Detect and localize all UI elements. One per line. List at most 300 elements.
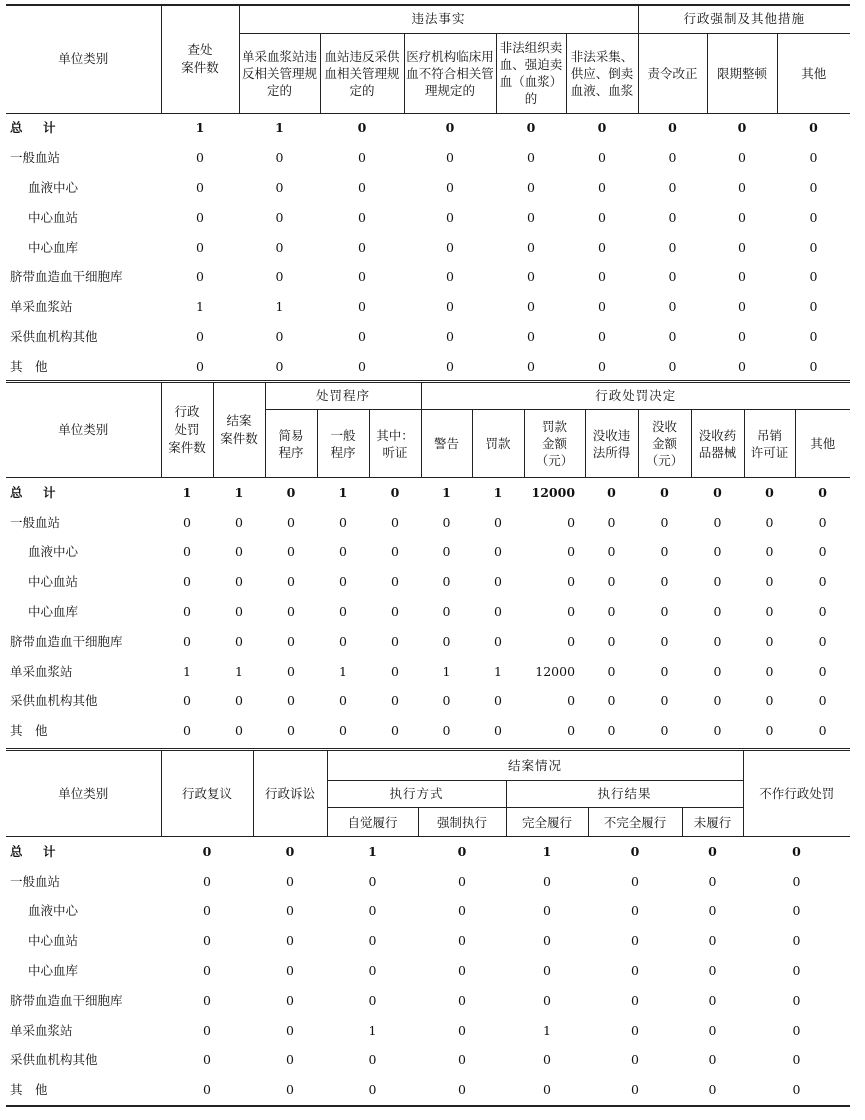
table-cell: 0	[358, 269, 366, 285]
col-header: 简易 程序	[265, 410, 317, 478]
table-cell: 1	[196, 299, 204, 315]
violation-facts-table	[6, 4, 850, 382]
col-header: 没收违 法所得	[585, 410, 638, 478]
table-cell: 0	[809, 239, 818, 255]
table-cell: 0	[543, 903, 551, 919]
table-cell: 0	[203, 933, 211, 949]
row-label: 血液中心	[28, 903, 79, 919]
table-cell: 0	[196, 269, 204, 285]
table-cell: 0	[660, 723, 669, 739]
table-cell: 0	[765, 484, 774, 500]
table-cell: 0	[738, 328, 746, 344]
table-cell: 0	[607, 633, 616, 649]
table-cell: 0	[713, 723, 722, 739]
table-cell: 0	[275, 358, 284, 374]
table-cell: 0	[445, 120, 455, 136]
table-cell: 0	[391, 604, 399, 620]
penalty-decision-table	[6, 380, 850, 746]
col-header: 未履行	[682, 808, 743, 837]
table-cell: 0	[446, 328, 454, 344]
table-cell: 0	[286, 1022, 294, 1038]
col-header: 自觉履行	[327, 808, 418, 837]
table-cell: 0	[668, 328, 677, 344]
table-row	[6, 716, 850, 746]
table-cell: 0	[287, 693, 295, 709]
row-label: 采供血机构其他	[10, 1052, 98, 1068]
table-cell: 0	[818, 484, 827, 500]
table-cell: 0	[196, 179, 204, 195]
table-cell: 0	[275, 269, 284, 285]
table-cell: 0	[183, 723, 191, 739]
table-cell: 0	[339, 693, 347, 709]
table-cell: 1	[442, 663, 451, 679]
table-cell: 0	[668, 358, 677, 374]
table-row	[6, 837, 850, 867]
table-cell: 0	[286, 1082, 294, 1098]
table-cell: 0	[446, 150, 454, 166]
table-cell: 0	[358, 358, 366, 374]
table3-body	[6, 837, 850, 1107]
table-cell: 0	[458, 903, 466, 919]
table-cell: 0	[286, 873, 294, 889]
measures-group-header: 行政强制及其他措施	[638, 5, 850, 33]
table-cell: 0	[567, 633, 576, 649]
table-cell: 0	[446, 179, 454, 195]
table-cell: 0	[765, 514, 774, 530]
table-cell: 0	[275, 150, 284, 166]
table-cell: 0	[668, 269, 677, 285]
table-cell: 1	[235, 663, 243, 679]
table-cell: 0	[358, 209, 366, 225]
table-cell: 0	[390, 484, 400, 500]
table-cell: 0	[527, 299, 535, 315]
unit-type-header: 单位类别	[6, 5, 161, 113]
table-cell: 0	[708, 933, 717, 949]
decision-group-header: 行政处罚决定	[421, 382, 850, 410]
table-cell: 0	[631, 992, 639, 1008]
row-label: 中心血库	[28, 239, 79, 255]
table-cell: 1	[183, 663, 191, 679]
table-cell: 0	[631, 873, 639, 889]
table-cell: 0	[809, 209, 818, 225]
row-label: 中心血站	[28, 574, 79, 590]
col-header: 不完全履行	[588, 808, 682, 837]
table-cell: 12000	[535, 663, 576, 679]
table-cell: 1	[494, 663, 502, 679]
case-closure-table	[6, 748, 850, 1107]
table-cell: 0	[391, 663, 399, 679]
table-cell: 0	[660, 484, 669, 500]
table-cell: 0	[660, 544, 669, 560]
col-header: 没收 金额 （元）	[638, 410, 691, 478]
table-cell: 0	[630, 843, 640, 859]
table-cell: 0	[809, 150, 818, 166]
table-cell: 0	[527, 209, 535, 225]
table-cell: 0	[183, 693, 191, 709]
table-row	[6, 143, 850, 173]
table-row	[6, 173, 850, 203]
table-cell: 0	[183, 514, 191, 530]
table-cell: 1	[234, 484, 244, 500]
table-cell: 0	[792, 1082, 801, 1098]
table-cell: 0	[631, 933, 639, 949]
col-header: 罚款	[472, 410, 524, 478]
table-cell: 0	[457, 843, 467, 859]
row-label: 血液中心	[28, 544, 79, 560]
row-label: 中心血站	[28, 209, 79, 225]
col-header: 血站违反采供血相关管理规定的	[320, 33, 404, 113]
row-label: 脐带血造血干细胞库	[10, 633, 123, 649]
table-cell: 0	[391, 574, 399, 590]
table-row	[6, 986, 850, 1016]
table-cell: 0	[818, 544, 827, 560]
table-cell: 0	[660, 574, 669, 590]
table-cell: 0	[668, 209, 677, 225]
row-label: 一般血站	[10, 873, 61, 889]
table-cell: 0	[668, 179, 677, 195]
table-cell: 0	[567, 723, 576, 739]
table-cell: 12000	[531, 484, 576, 500]
table-row	[6, 867, 850, 897]
table-cell: 0	[458, 963, 466, 979]
table-cell: 0	[598, 328, 606, 344]
table-row	[6, 113, 850, 143]
row-label: 采供血机构其他	[10, 328, 98, 344]
table-cell: 0	[792, 1052, 801, 1068]
table-cell: 0	[607, 663, 616, 679]
table-cell: 0	[809, 299, 818, 315]
row-label: 一般血站	[10, 514, 61, 530]
table-cell: 0	[286, 992, 294, 1008]
table-row	[6, 508, 850, 538]
row-label: 其 他	[10, 723, 48, 739]
table-cell: 0	[287, 663, 295, 679]
table-cell: 0	[713, 604, 722, 620]
table-cell: 0	[668, 120, 677, 136]
table-cell: 0	[446, 358, 454, 374]
table-cell: 0	[738, 299, 746, 315]
row-label: 中心血库	[28, 963, 79, 979]
table-row	[6, 478, 850, 508]
table-cell: 0	[668, 299, 677, 315]
table-cell: 0	[368, 1052, 377, 1068]
table-cell: 0	[713, 514, 722, 530]
table-cell: 0	[567, 693, 576, 709]
table-cell: 0	[738, 150, 746, 166]
table-cell: 0	[368, 963, 377, 979]
table-cell: 1	[368, 1022, 377, 1038]
table-cell: 0	[391, 514, 399, 530]
table-cell: 1	[275, 299, 284, 315]
table-cell: 0	[368, 992, 377, 1008]
table-cell: 0	[339, 544, 347, 560]
table-cell: 0	[792, 992, 801, 1008]
row-label: 其 他	[10, 1082, 48, 1098]
table-cell: 0	[737, 120, 747, 136]
table-cell: 0	[668, 150, 677, 166]
table-row	[6, 657, 850, 687]
table-cell: 0	[527, 150, 535, 166]
review-header: 行政复议	[161, 750, 253, 837]
table-cell: 0	[442, 544, 451, 560]
table-cell: 0	[368, 1082, 377, 1098]
table-cell: 0	[765, 693, 774, 709]
table-cell: 0	[203, 1082, 211, 1098]
table-cell: 0	[598, 150, 606, 166]
table-cell: 0	[196, 328, 204, 344]
table-row	[6, 262, 850, 292]
col-header: 完全履行	[506, 808, 588, 837]
cases-header: 查处 案件数	[161, 5, 239, 113]
table-cell: 0	[598, 179, 606, 195]
table-cell: 0	[183, 633, 191, 649]
row-label: 脐带血造血干细胞库	[10, 992, 123, 1008]
table-cell: 1	[543, 1022, 551, 1038]
penalty-cases-header: 行政 处罚 案件数	[161, 382, 213, 478]
table-cell: 0	[607, 484, 616, 500]
table-cell: 0	[738, 239, 746, 255]
row-label: 单采血浆站	[10, 299, 73, 315]
table-cell: 0	[668, 239, 677, 255]
table-cell: 0	[494, 693, 502, 709]
table-row	[6, 1075, 850, 1106]
table-cell: 1	[195, 120, 205, 136]
row-label: 血液中心	[28, 179, 79, 195]
table-cell: 0	[275, 239, 284, 255]
table-cell: 0	[183, 604, 191, 620]
table-cell: 0	[275, 328, 284, 344]
table-row	[6, 203, 850, 233]
table-cell: 0	[527, 328, 535, 344]
table-cell: 0	[494, 604, 502, 620]
table-cell: 0	[818, 693, 827, 709]
table-cell: 0	[494, 544, 502, 560]
table-cell: 0	[446, 269, 454, 285]
table-cell: 0	[567, 514, 576, 530]
table-cell: 0	[287, 633, 295, 649]
table-cell: 0	[708, 843, 717, 859]
table-cell: 0	[809, 358, 818, 374]
table-cell: 0	[607, 604, 616, 620]
table-cell: 0	[196, 209, 204, 225]
row-label: 总 计	[10, 120, 60, 136]
table-cell: 0	[235, 514, 243, 530]
table-cell: 0	[607, 723, 616, 739]
table-cell: 0	[203, 873, 211, 889]
table-cell: 0	[275, 179, 284, 195]
table-cell: 0	[391, 693, 399, 709]
table-cell: 0	[458, 873, 466, 889]
table-cell: 1	[275, 120, 284, 136]
table-cell: 0	[391, 723, 399, 739]
table-cell: 0	[567, 544, 576, 560]
table-row	[6, 233, 850, 263]
table-cell: 0	[458, 933, 466, 949]
table-cell: 0	[660, 693, 669, 709]
table-cell: 0	[765, 574, 774, 590]
table-cell: 0	[708, 992, 717, 1008]
table-cell: 0	[738, 358, 746, 374]
row-label: 总 计	[10, 484, 60, 500]
table-cell: 0	[809, 179, 818, 195]
row-label: 一般血站	[10, 150, 61, 166]
table-cell: 0	[339, 514, 347, 530]
table-cell: 0	[738, 269, 746, 285]
table-cell: 0	[598, 239, 606, 255]
table-cell: 0	[358, 150, 366, 166]
table-cell: 1	[542, 843, 552, 859]
table-row	[6, 292, 850, 322]
table-cell: 0	[339, 604, 347, 620]
table-cell: 0	[527, 239, 535, 255]
table-cell: 0	[818, 663, 827, 679]
table-cell: 0	[183, 574, 191, 590]
table-cell: 0	[598, 269, 606, 285]
table-cell: 0	[792, 843, 801, 859]
table-cell: 0	[339, 633, 347, 649]
table-cell: 0	[631, 903, 639, 919]
table-cell: 0	[631, 1022, 639, 1038]
table-cell: 0	[442, 723, 451, 739]
table-cell: 0	[631, 1082, 639, 1098]
table-cell: 0	[765, 723, 774, 739]
table-cell: 0	[287, 514, 295, 530]
table-cell: 0	[442, 574, 451, 590]
table-cell: 0	[713, 633, 722, 649]
table-cell: 0	[543, 1082, 551, 1098]
table-cell: 0	[287, 544, 295, 560]
row-label: 中心血库	[28, 604, 79, 620]
table-cell: 0	[818, 604, 827, 620]
table-cell: 0	[391, 633, 399, 649]
table-cell: 0	[391, 544, 399, 560]
table-cell: 0	[235, 633, 243, 649]
table-row	[6, 538, 850, 568]
no-action-header: 不作行政处罚	[743, 750, 850, 837]
table-cell: 0	[543, 992, 551, 1008]
table-cell: 0	[494, 514, 502, 530]
table-cell: 0	[235, 544, 243, 560]
row-label: 中心血站	[28, 933, 79, 949]
table-row	[6, 597, 850, 627]
closed-cases-header: 结案 案件数	[213, 382, 265, 478]
table-cell: 0	[458, 992, 466, 1008]
table-cell: 0	[368, 933, 377, 949]
table-cell: 0	[765, 544, 774, 560]
table-cell: 0	[713, 574, 722, 590]
col-header: 强制执行	[418, 808, 506, 837]
table-cell: 0	[203, 992, 211, 1008]
table-cell: 1	[338, 484, 348, 500]
table-cell: 0	[494, 574, 502, 590]
table-row	[6, 897, 850, 927]
table-cell: 1	[339, 663, 347, 679]
table-row	[6, 322, 850, 352]
table-cell: 0	[235, 604, 243, 620]
exec-method-header: 执行方式	[327, 781, 506, 808]
table-row	[6, 687, 850, 717]
table-cell: 1	[442, 484, 451, 500]
table-cell: 0	[286, 1052, 294, 1068]
col-header: 一般 程序	[317, 410, 369, 478]
table-cell: 0	[660, 663, 669, 679]
table-row	[6, 567, 850, 597]
table-cell: 0	[358, 239, 366, 255]
table-cell: 0	[339, 723, 347, 739]
table-cell: 0	[631, 1052, 639, 1068]
table-cell: 0	[713, 544, 722, 560]
table-row	[6, 926, 850, 956]
table-cell: 0	[442, 604, 451, 620]
table-cell: 0	[358, 299, 366, 315]
table-cell: 0	[446, 299, 454, 315]
table-cell: 0	[765, 633, 774, 649]
table-cell: 0	[203, 963, 211, 979]
table1-body	[6, 113, 850, 382]
table-cell: 0	[286, 903, 294, 919]
row-label: 脐带血造血干细胞库	[10, 269, 123, 285]
table-cell: 0	[285, 843, 295, 859]
table-cell: 0	[235, 574, 243, 590]
table-cell: 0	[543, 1052, 551, 1068]
closure-group-header: 结案情况	[327, 750, 743, 781]
table-cell: 0	[442, 633, 451, 649]
table-cell: 0	[708, 1082, 717, 1098]
table-cell: 0	[458, 1082, 466, 1098]
col-header: 其中： 听证	[369, 410, 421, 478]
table-cell: 0	[660, 604, 669, 620]
table-row	[6, 956, 850, 986]
table-cell: 0	[196, 150, 204, 166]
table-cell: 0	[286, 933, 294, 949]
row-label: 单采血浆站	[10, 663, 73, 679]
table-cell: 0	[339, 574, 347, 590]
table-cell: 0	[442, 514, 451, 530]
table-cell: 0	[446, 209, 454, 225]
table-cell: 0	[357, 120, 367, 136]
table-cell: 0	[527, 358, 535, 374]
table-cell: 0	[631, 963, 639, 979]
table-cell: 0	[809, 120, 818, 136]
col-header: 单采血浆站违反相关管理规定的	[239, 33, 320, 113]
table-cell: 0	[368, 873, 377, 889]
table-cell: 0	[286, 484, 296, 500]
table-cell: 0	[183, 544, 191, 560]
table-cell: 0	[567, 574, 576, 590]
table-cell: 0	[818, 723, 827, 739]
table-cell: 0	[203, 903, 211, 919]
table-cell: 0	[494, 723, 502, 739]
table-cell: 0	[660, 633, 669, 649]
table-cell: 0	[287, 604, 295, 620]
col-header: 医疗机构临床用血不符合相关管理规定的	[404, 33, 496, 113]
table-cell: 0	[713, 663, 722, 679]
table-cell: 0	[458, 1052, 466, 1068]
table-cell: 0	[818, 514, 827, 530]
table-cell: 0	[196, 239, 204, 255]
table-cell: 0	[442, 693, 451, 709]
row-label: 单采血浆站	[10, 1022, 73, 1038]
table-cell: 0	[543, 933, 551, 949]
table-cell: 0	[598, 299, 606, 315]
table-cell: 0	[708, 1022, 717, 1038]
table-cell: 0	[738, 209, 746, 225]
violation-group-header: 违法事实	[239, 5, 638, 33]
table-cell: 0	[708, 903, 717, 919]
row-label: 采供血机构其他	[10, 693, 98, 709]
col-header: 罚款 金额 （元）	[524, 410, 585, 478]
table-cell: 0	[202, 843, 212, 859]
